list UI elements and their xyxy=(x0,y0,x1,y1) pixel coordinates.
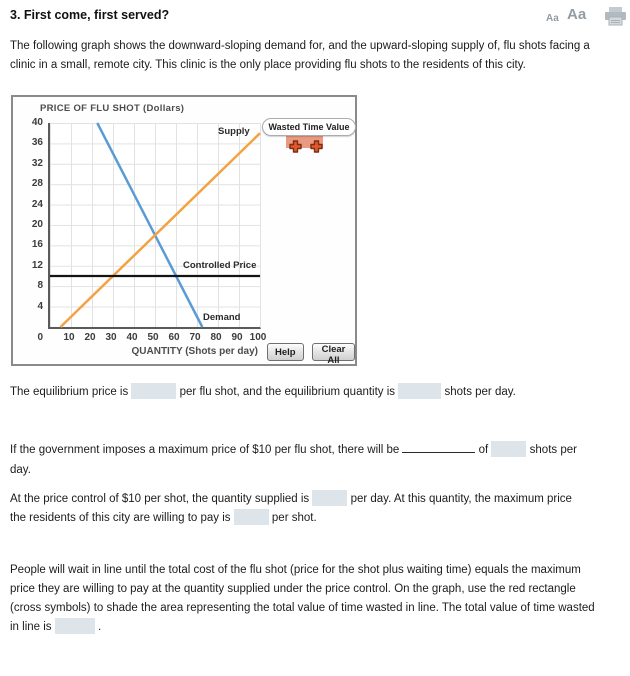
question-text: the residents of this city are willing to pay is xyxy=(10,512,234,524)
demand-label: Demand xyxy=(203,312,241,323)
answer-blank[interactable] xyxy=(131,383,176,399)
question-text: price they are willing to pay at the quantity supplied under the price control. On the graph, use the red rectangle xyxy=(10,583,576,595)
clear-all-button[interactable]: Clear All xyxy=(312,343,355,361)
x-tick-label: 20 xyxy=(84,332,96,343)
x-tick-label: 30 xyxy=(105,332,117,343)
question-text: . xyxy=(94,621,102,633)
question-text: The equilibrium price is xyxy=(10,386,132,398)
question-price-ceiling xyxy=(10,439,577,481)
answer-blank[interactable] xyxy=(55,618,95,634)
y-tick-label: 32 xyxy=(31,157,43,169)
help-button[interactable]: Help xyxy=(267,343,304,361)
y-tick-label: 40 xyxy=(31,117,43,128)
plot-area xyxy=(48,123,261,329)
series-demand xyxy=(97,123,202,327)
question-quantity-supplied xyxy=(10,490,572,528)
answer-blank[interactable] xyxy=(234,509,269,525)
y-tick-label: 16 xyxy=(31,239,43,251)
question-equilibrium xyxy=(10,383,516,402)
graph-panel xyxy=(11,95,357,366)
y-axis-title: PRICE OF FLU SHOT (Dollars) xyxy=(40,103,185,114)
origin-tick-label: 0 xyxy=(37,332,43,343)
question-text: of xyxy=(475,444,492,456)
curves-svg xyxy=(50,123,260,327)
x-tick-label: 40 xyxy=(126,332,138,343)
x-tick-label: 80 xyxy=(210,332,222,343)
question-text: in line is xyxy=(10,621,55,633)
x-tick-label: 10 xyxy=(63,332,75,343)
question-title: 3. First come, first served? xyxy=(10,8,170,22)
intro-paragraph xyxy=(10,37,590,74)
y-tick-label: 12 xyxy=(31,259,43,271)
drag-cross-icon[interactable] xyxy=(289,140,302,153)
question-text: At the price control of $10 per shot, the quantity supplied is xyxy=(10,493,313,505)
question-text: per flu shot, and the equilibrium quantity is xyxy=(176,386,399,398)
x-tick-label: 90 xyxy=(231,332,243,343)
y-tick-label: 20 xyxy=(31,219,43,230)
print-icon[interactable] xyxy=(603,7,628,31)
answer-blank[interactable] xyxy=(312,490,347,506)
controlled-price-label: Controlled Price xyxy=(183,260,257,271)
y-tick-label: 8 xyxy=(37,280,43,292)
question-text: shots per xyxy=(526,444,577,456)
x-axis-title: QUANTITY (Shots per day) xyxy=(131,346,258,357)
question-text: shots per day. xyxy=(441,386,516,398)
y-tick-label: 24 xyxy=(31,198,43,210)
supply-label: Supply xyxy=(218,126,250,137)
question-text: per shot. xyxy=(268,512,317,524)
drag-cross-icon[interactable] xyxy=(310,140,323,153)
question-text: day. xyxy=(10,464,31,476)
answer-dropdown[interactable] xyxy=(402,439,475,453)
question-text: People will wait in line until the total cost of the flu shot (price for the shot plus waiting time) equals the maximum xyxy=(10,564,581,576)
y-tick-label: 28 xyxy=(31,178,43,190)
x-tick-label: 70 xyxy=(189,332,201,343)
x-tick-label: 50 xyxy=(147,332,159,343)
font-size-large-button[interactable]: Aa xyxy=(567,6,587,23)
intro-line: clinic in a small, remote city. This clinic is the only place providing flu shots to the residents of this city. xyxy=(10,58,526,71)
question-text: per day. At this quantity, the maximum price xyxy=(347,493,572,505)
question-wasted-time xyxy=(10,561,595,637)
font-size-small-button[interactable]: Aa xyxy=(546,13,559,24)
series-supply xyxy=(61,133,261,327)
question-text: If the government imposes a maximum price of $10 per flu shot, there will be xyxy=(10,444,403,456)
answer-blank[interactable] xyxy=(491,441,526,457)
answer-blank[interactable] xyxy=(398,383,441,399)
wasted-time-value-legend-button[interactable]: Wasted Time Value xyxy=(262,118,356,136)
x-tick-label: 60 xyxy=(168,332,180,343)
x-tick-label: 100 xyxy=(249,332,267,343)
y-tick-label: 36 xyxy=(31,137,43,149)
y-tick-label: 4 xyxy=(37,300,43,312)
question-text: (cross symbols) to shade the area representing the total value of time wasted in line. The total value of time wasted xyxy=(10,602,595,614)
intro-line: The following graph shows the downward-sloping demand for, and the upward-sloping supply of, flu shots facing a xyxy=(10,40,590,52)
